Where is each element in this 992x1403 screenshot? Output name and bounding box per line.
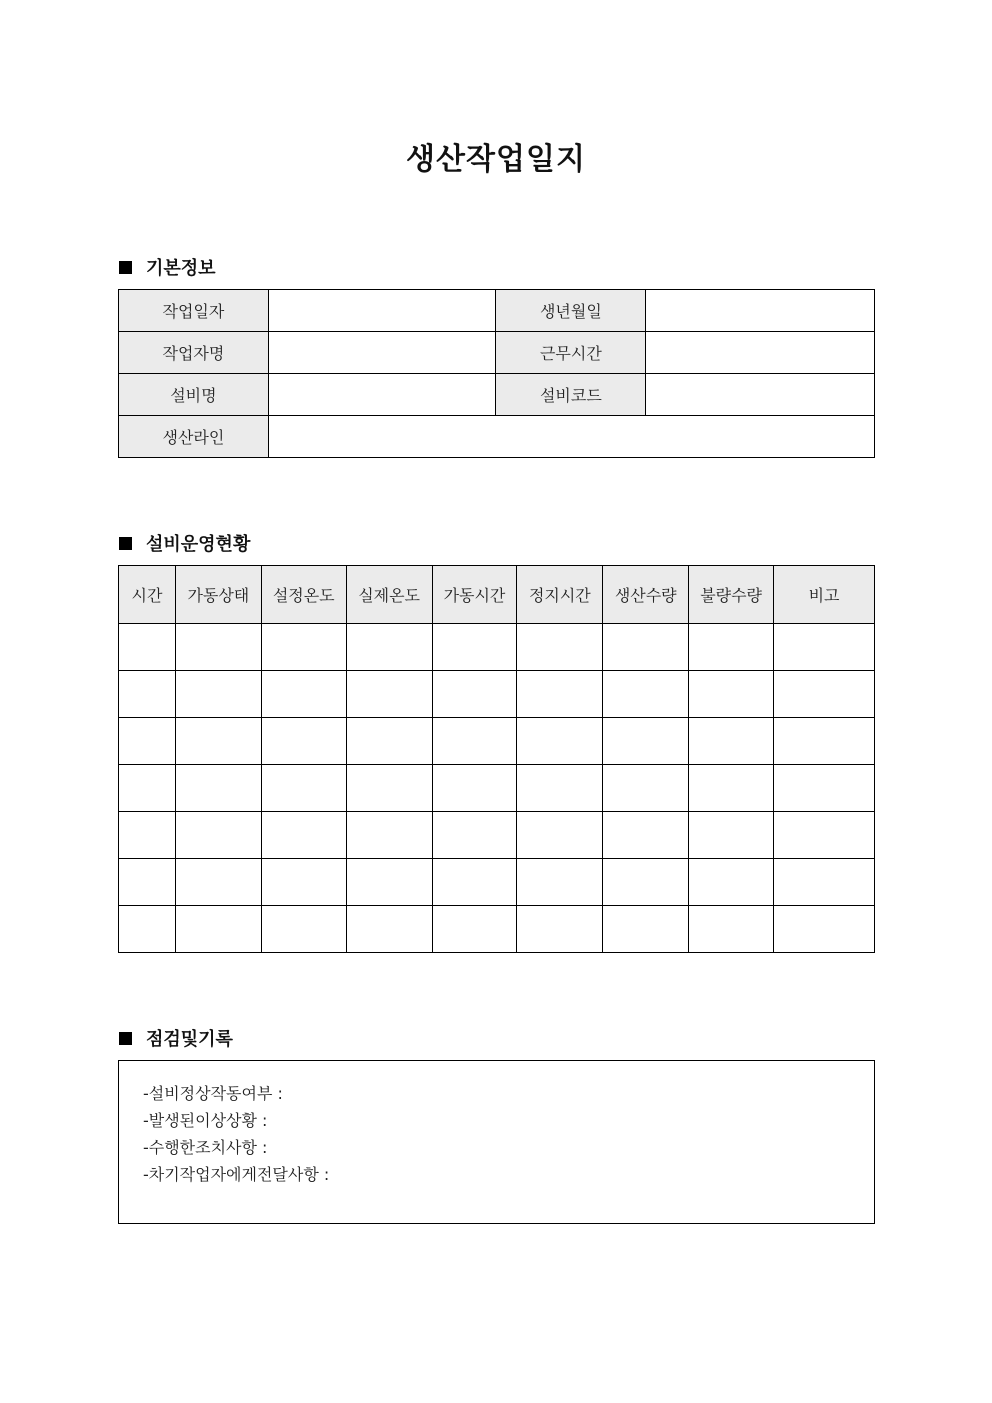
column-header: 실제온도 [346,566,432,624]
table-cell[interactable] [346,812,432,859]
column-header: 정지시간 [517,566,603,624]
table-cell[interactable] [261,718,346,765]
table-cell[interactable] [175,718,261,765]
table-cell[interactable] [603,765,689,812]
table-cell[interactable] [432,624,517,671]
column-header: 불량수량 [689,566,774,624]
table-cell[interactable] [175,765,261,812]
inspection-notes-box[interactable] [118,1060,875,1224]
table-cell[interactable] [346,859,432,906]
table-cell[interactable] [517,718,603,765]
table-cell[interactable] [517,671,603,718]
table-cell[interactable] [175,624,261,671]
table-cell[interactable] [774,812,875,859]
field-label: 작업자명 [119,332,269,374]
table-cell[interactable] [261,812,346,859]
table-cell[interactable] [261,671,346,718]
column-header: 시간 [119,566,176,624]
table-cell[interactable] [517,906,603,953]
table-cell[interactable] [603,671,689,718]
table-cell[interactable] [346,624,432,671]
inspection-heading [119,1025,233,1051]
table-cell[interactable] [689,718,774,765]
table-cell[interactable] [432,812,517,859]
table-cell[interactable] [603,859,689,906]
column-header: 설정온도 [261,566,346,624]
table-row [119,416,875,458]
table-cell[interactable] [175,906,261,953]
table-cell[interactable] [517,624,603,671]
table-cell[interactable] [517,765,603,812]
square-bullet-icon [119,1032,132,1045]
table-cell[interactable] [517,859,603,906]
table-row [119,765,875,812]
note-line: -차기작업자에게전달사항 : [143,1165,330,1184]
field-label: 설비명 [119,374,269,416]
work-date-field[interactable] [268,290,496,332]
table-row [119,332,875,374]
table-cell[interactable] [689,906,774,953]
table-row [119,859,875,906]
equipment-name-field[interactable] [268,374,496,416]
table-header-row [119,566,875,624]
operations-heading-text: 설비운영현황 [146,534,251,555]
table-cell[interactable] [774,859,875,906]
square-bullet-icon [119,261,132,274]
table-row [119,374,875,416]
equipment-code-field[interactable] [646,374,875,416]
table-cell[interactable] [774,765,875,812]
operations-heading [119,530,250,556]
field-label: 근무시간 [496,332,646,374]
table-cell[interactable] [119,906,176,953]
table-cell[interactable] [119,718,176,765]
table-cell[interactable] [119,671,176,718]
table-cell[interactable] [603,718,689,765]
inspection-heading-text: 점검및기록 [146,1029,233,1050]
table-row [119,290,875,332]
table-cell[interactable] [689,859,774,906]
note-line: -설비정상작동여부 : [143,1084,283,1103]
table-cell[interactable] [261,906,346,953]
table-cell[interactable] [261,624,346,671]
basic-info-heading-text: 기본정보 [146,258,216,279]
table-cell[interactable] [175,812,261,859]
note-line: -발생된이상상황 : [143,1111,268,1130]
table-cell[interactable] [346,765,432,812]
table-cell[interactable] [261,765,346,812]
table-row [119,624,875,671]
table-cell[interactable] [432,859,517,906]
table-cell[interactable] [603,906,689,953]
field-label: 생년월일 [496,290,646,332]
table-cell[interactable] [603,812,689,859]
table-cell[interactable] [432,765,517,812]
table-cell[interactable] [119,624,176,671]
table-cell[interactable] [432,906,517,953]
table-cell[interactable] [774,624,875,671]
table-cell[interactable] [175,859,261,906]
table-cell[interactable] [261,859,346,906]
table-cell[interactable] [774,906,875,953]
table-cell[interactable] [689,765,774,812]
table-cell[interactable] [774,671,875,718]
basic-info-table [118,289,875,458]
table-cell[interactable] [517,812,603,859]
table-cell[interactable] [119,765,176,812]
table-row [119,718,875,765]
worker-name-field[interactable] [268,332,496,374]
document-title: 생산작업일지 [406,142,586,177]
table-cell[interactable] [774,718,875,765]
basic-info-heading [119,254,216,280]
table-row [119,906,875,953]
table-cell[interactable] [432,671,517,718]
table-cell[interactable] [346,718,432,765]
field-label: 생산라인 [119,416,269,458]
table-cell[interactable] [346,671,432,718]
table-cell[interactable] [346,906,432,953]
operations-table [118,565,875,953]
table-cell[interactable] [175,671,261,718]
column-header: 생산수량 [603,566,689,624]
note-line: -수행한조치사항 : [143,1138,268,1157]
table-cell[interactable] [689,671,774,718]
table-cell[interactable] [119,859,176,906]
work-hours-field[interactable] [646,332,875,374]
column-header: 비고 [774,566,875,624]
table-row [119,812,875,859]
column-header: 가동시간 [432,566,517,624]
table-cell[interactable] [432,718,517,765]
table-cell[interactable] [689,624,774,671]
column-header: 가동상태 [175,566,261,624]
field-label: 설비코드 [496,374,646,416]
table-row [119,671,875,718]
production-line-field[interactable] [268,416,874,458]
birth-date-field[interactable] [646,290,875,332]
table-cell[interactable] [689,812,774,859]
table-cell[interactable] [119,812,176,859]
table-cell[interactable] [603,624,689,671]
field-label: 작업일자 [119,290,269,332]
square-bullet-icon [119,537,132,550]
